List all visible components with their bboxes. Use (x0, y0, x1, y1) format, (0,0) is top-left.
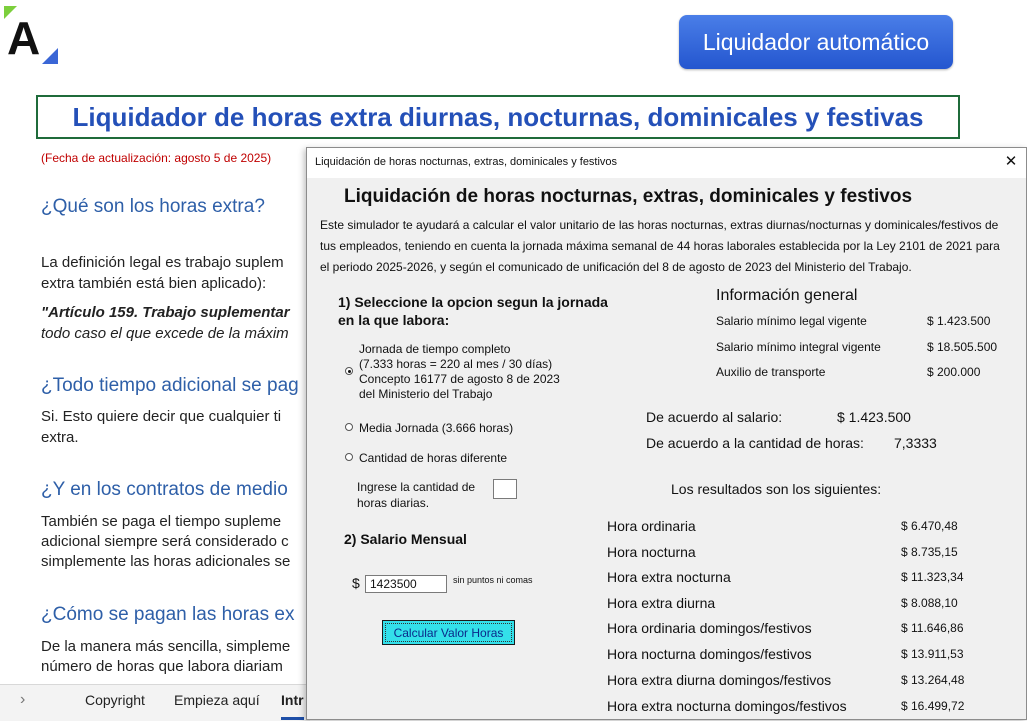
doc-paragraph: La definición legal es trabajo suplem (41, 254, 284, 271)
option-full-time-label: (7.333 horas = 220 al mes / 30 días) (359, 357, 553, 371)
update-date: (Fecha de actualización: agosto 5 de 2025) (41, 151, 272, 165)
result-label: Hora ordinaria (607, 518, 696, 534)
sheet-tab-bar (0, 684, 310, 721)
result-value: $ 16.499,72 (901, 699, 965, 713)
result-label: Hora extra nocturna domingos/festivos (607, 698, 847, 714)
doc-paragraph: extra también está bien aplicado): (41, 275, 267, 292)
tab-scroll-chevron-icon[interactable]: › (20, 691, 26, 708)
dialog-titlebar (307, 148, 1026, 178)
salary-input[interactable] (365, 575, 447, 593)
result-value: $ 8.088,10 (901, 596, 958, 610)
section-1-title: en la que labora: (338, 312, 450, 328)
results-title: Los resultados son los siguientes: (671, 481, 882, 497)
dialog-description: Este simulador te ayudará a calcular el valor unitario de las horas nocturnas, extras diurnas/nocturnas y dominicales/festivos de tus empleados, teniendo en cuenta la jornada máxima semanal de 44 horas laborales establecida por la Ley 2101 de 2021 para el periodo 2025-2026, y según el comunicado de unificación del 8 de agosto de 2023 del Ministerio del Trabajo. (320, 218, 1000, 274)
per-salary-label: De acuerdo al salario: (646, 409, 783, 425)
doc-question-2: ¿Todo tiempo adicional se pag (41, 375, 299, 396)
info-value: $ 1.423.500 (927, 314, 991, 328)
per-hours-value: 7,3333 (894, 435, 937, 451)
option-full-time-label: del Ministerio del Trabajo (359, 387, 493, 401)
result-label: Hora extra diurna (607, 595, 716, 611)
result-label: Hora extra diurna domingos/festivos (607, 672, 832, 688)
info-label: Auxilio de transporte (716, 365, 826, 379)
doc-article-quote: todo caso el que excede de la máxim (41, 325, 289, 342)
page-title: Liquidador de horas extra diurnas, nocturnas, dominicales y festivas (36, 95, 960, 139)
doc-question-1: ¿Qué son los horas extra? (41, 196, 265, 217)
info-value: $ 18.505.500 (927, 340, 998, 354)
dialog-heading: Liquidación de horas nocturnas, extras, dominicales y festivos (344, 186, 913, 207)
close-icon[interactable]: ✕ (1004, 153, 1018, 170)
result-value: $ 6.470,48 (901, 519, 958, 533)
result-label: Hora ordinaria domingos/festivos (607, 620, 812, 636)
doc-paragraph: Si. Esto quiere decir que cualquier ti (41, 408, 282, 425)
option-half-time-label: Media Jornada (3.666 horas) (359, 421, 514, 435)
option-full-time-label: Concepto 16177 de agosto 8 de 2023 (359, 372, 560, 386)
radio-full-time[interactable] (345, 367, 353, 375)
option-other-hours-label: Cantidad de horas diferente (359, 451, 508, 465)
result-value: $ 11.646,86 (901, 621, 964, 635)
tab-empieza-aqui[interactable]: Empieza aquí (174, 692, 260, 708)
info-value: $ 200.000 (927, 365, 981, 379)
doc-question-3: ¿Y en los contratos de medio (41, 479, 288, 500)
tab-intro[interactable]: Intr (281, 685, 304, 720)
per-hours-label: De acuerdo a la cantidad de horas: (646, 435, 864, 451)
doc-question-4: ¿Cómo se pagan las horas ex (41, 604, 295, 625)
result-value: $ 11.323,34 (901, 570, 964, 584)
info-general-title: Información general (716, 287, 858, 304)
result-label: Hora nocturna domingos/festivos (607, 646, 812, 662)
automatic-liquidator-button[interactable]: Liquidador automático (679, 15, 953, 69)
info-label: Salario mínimo integral vigente (716, 340, 881, 354)
dialog-window-title: Liquidación de horas nocturnas, extras, dominicales y festivos (315, 156, 618, 168)
per-salary-value: $ 1.423.500 (837, 409, 911, 425)
section-1-title: 1) Seleccione la opcion segun la jornada (338, 294, 608, 310)
salary-hint: sin puntos ni comas (453, 575, 533, 585)
doc-article-quote: "Artículo 159. Trabajo suplementar (41, 304, 290, 321)
company-logo (4, 6, 58, 64)
doc-paragraph: También se paga el tiempo supleme (41, 513, 282, 530)
result-label: Hora extra nocturna (607, 569, 731, 585)
doc-paragraph: número de horas que labora diariam (41, 658, 283, 675)
tab-copyright[interactable]: Copyright (85, 692, 145, 708)
currency-symbol: $ (352, 575, 360, 591)
result-value: $ 13.264,48 (901, 673, 965, 687)
option-full-time-label: Jornada de tiempo completo (359, 342, 511, 356)
doc-paragraph: adicional siempre será considerado c (41, 533, 289, 550)
doc-paragraph: simplemente las horas adicionales se (41, 553, 291, 570)
hours-input-label: horas diarias. (357, 496, 430, 510)
result-label: Hora nocturna (607, 544, 696, 560)
result-value: $ 8.735,15 (901, 545, 958, 559)
logo-letter: A (7, 12, 41, 64)
radio-other-hours[interactable] (345, 453, 353, 461)
section-2-title: 2) Salario Mensual (344, 531, 467, 547)
hours-input[interactable] (493, 479, 517, 499)
hours-input-label: Ingrese la cantidad de (357, 480, 476, 494)
radio-half-time[interactable] (345, 423, 353, 431)
result-value: $ 13.911,53 (901, 647, 964, 661)
doc-paragraph: De la manera más sencilla, simpleme (41, 638, 291, 655)
calculate-hours-button[interactable]: Calcular Valor Horas (382, 620, 515, 645)
info-label: Salario mínimo legal vigente (716, 314, 867, 328)
doc-paragraph: extra. (41, 429, 79, 446)
